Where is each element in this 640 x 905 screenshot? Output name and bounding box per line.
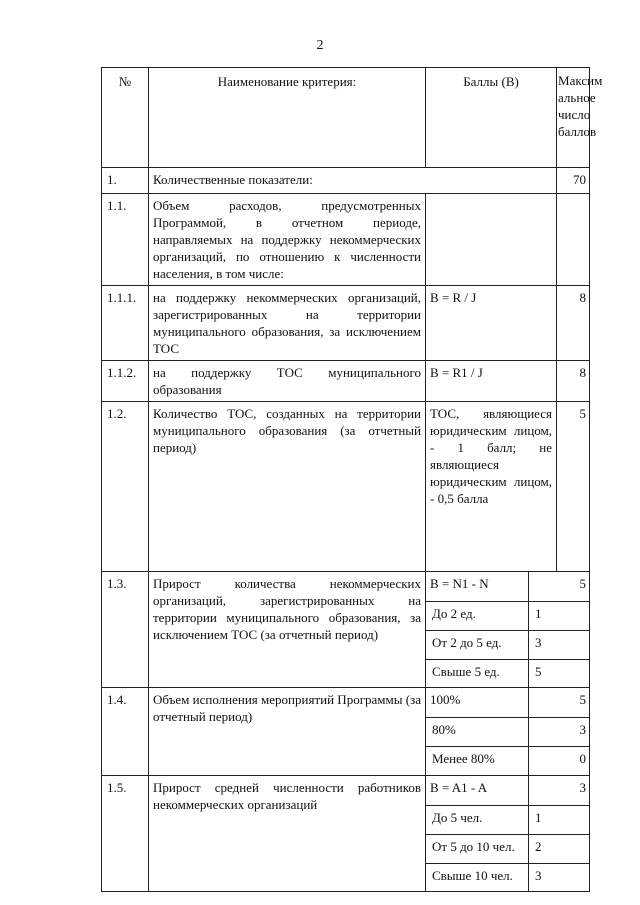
subrow-value: 3 [529, 864, 590, 892]
header-score: Баллы (В) [426, 68, 557, 168]
table-row [102, 194, 590, 286]
subrow-label: Свыше 5 ед. [426, 660, 529, 688]
table-row [102, 688, 590, 718]
row-name: Объем исполнения мероприятий Программы (за отчетный период) [149, 688, 426, 776]
subrow-label: Свыше 10 чел. [426, 864, 529, 892]
subrow-label: От 2 до 5 ед. [426, 631, 529, 660]
header-num: № [102, 68, 149, 168]
row-score: B = N1 - N [426, 572, 529, 602]
row-name: Объем расходов, предусмотренных Программой, в отчетном периоде, направляемых на поддержку некоммерческих организаций, по отношению к численности населения, в том числе: [149, 194, 426, 286]
subrow-value: 2 [529, 835, 590, 864]
row-name: Количественные показатели: [149, 168, 557, 194]
row-number: 1. [102, 168, 149, 194]
subrow-value: 1 [529, 602, 590, 631]
table-row [102, 402, 590, 572]
row-name: на поддержку некоммерческих организаций, зарегистрированных на территории муниципального образования, за исключением ТОС [149, 286, 426, 361]
subrow-value: 1 [529, 806, 590, 835]
subrow-label: Менее 80% [426, 747, 529, 776]
row-score: B = R1 / J [426, 361, 557, 402]
row-points: 3 [529, 776, 590, 806]
row-number: 1.1. [102, 194, 149, 286]
table-row [102, 572, 590, 602]
header-name: Наименование критерия: [149, 68, 426, 168]
row-number: 1.1.2. [102, 361, 149, 402]
row-score: 100% [426, 688, 529, 718]
row-score: B = R / J [426, 286, 557, 361]
row-points: 70 [557, 168, 590, 194]
header-max: Максим альное число баллов [557, 68, 590, 168]
table-row [102, 168, 590, 194]
row-points: 8 [557, 361, 590, 402]
row-name: на поддержку ТОС муниципального образования [149, 361, 426, 402]
subrow-label: До 5 чел. [426, 806, 529, 835]
subrow-label: 80% [426, 718, 529, 747]
table-row [102, 361, 590, 402]
subrow-value: 5 [529, 660, 590, 688]
page-number: 2 [316, 38, 324, 53]
table-header-row [102, 68, 590, 168]
row-points: 5 [557, 402, 590, 572]
table-row [102, 286, 590, 361]
row-score: B = A1 - A [426, 776, 529, 806]
row-score: ТОС, являющиеся юридическим лицом, - 1 балл; не являющиеся юридическим лицом, - 0,5 балла [426, 402, 557, 572]
row-points: 5 [529, 688, 590, 718]
row-name: Прирост средней численности работников некоммерческих организаций [149, 776, 426, 892]
row-number: 1.2. [102, 402, 149, 572]
row-number: 1.5. [102, 776, 149, 892]
subrow-label: До 2 ед. [426, 602, 529, 631]
table-row [102, 776, 590, 806]
subrow-label: От 5 до 10 чел. [426, 835, 529, 864]
row-score [426, 194, 557, 286]
row-points [557, 194, 590, 286]
row-number: 1.1.1. [102, 286, 149, 361]
row-number: 1.4. [102, 688, 149, 776]
criteria-table [101, 67, 603, 892]
subrow-value: 3 [529, 718, 590, 747]
row-name: Количество ТОС, созданных на территории муниципального образования (за отчетный период) [149, 402, 426, 572]
row-points: 5 [529, 572, 590, 602]
subrow-value: 3 [529, 631, 590, 660]
row-number: 1.3. [102, 572, 149, 688]
row-name: Прирост количества некоммерческих организаций, зарегистрированных на территории муниципального образования, за исключением ТОС (за отчетный период) [149, 572, 426, 688]
row-points: 8 [557, 286, 590, 361]
subrow-value: 0 [529, 747, 590, 776]
